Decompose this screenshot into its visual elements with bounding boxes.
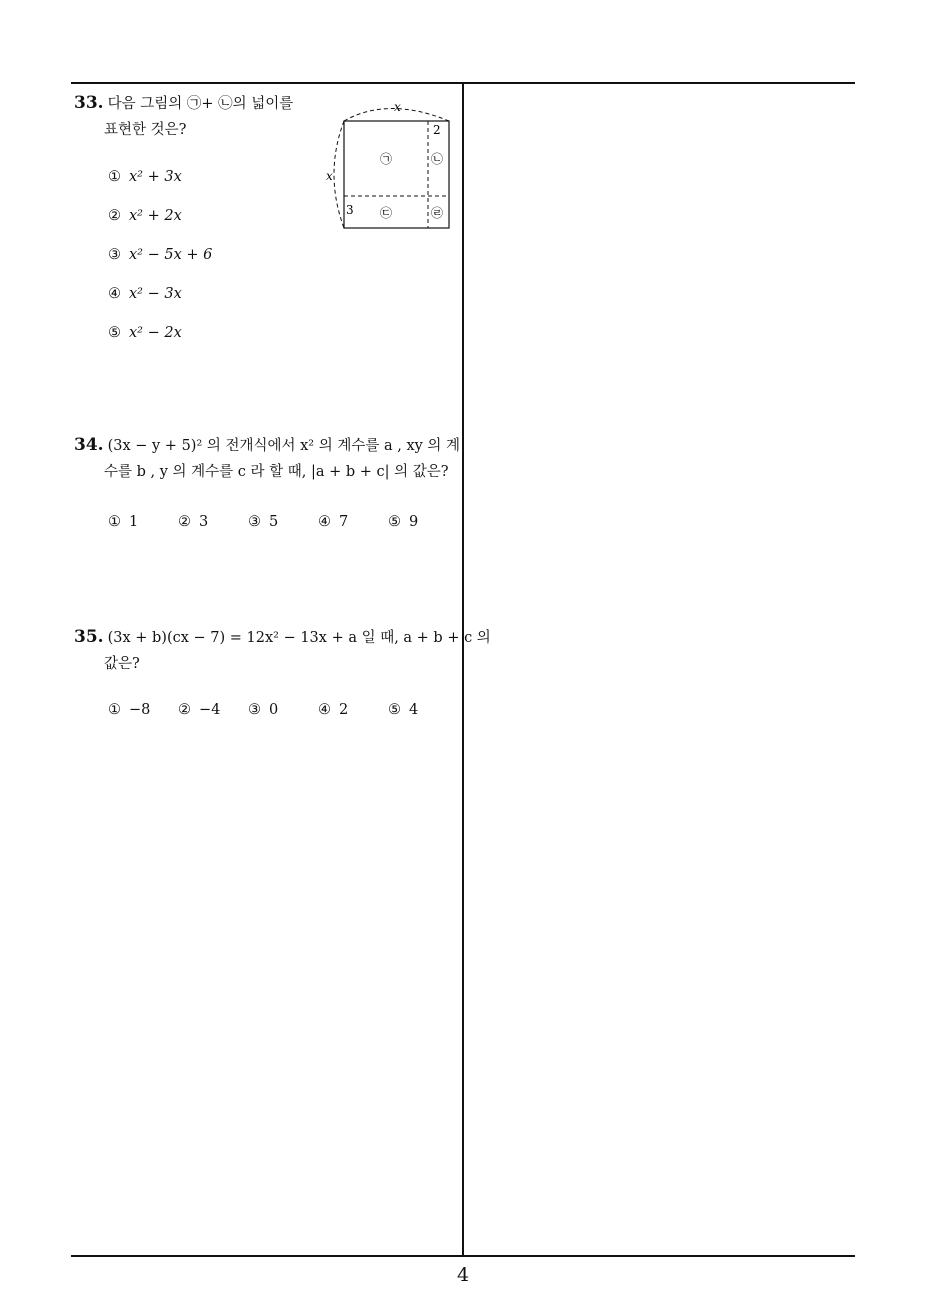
choice-text: x² − 5x + 6 xyxy=(129,247,213,263)
choice-35-1[interactable] xyxy=(108,702,150,718)
bottom-rule xyxy=(71,1255,855,1257)
choice-33-5[interactable] xyxy=(108,325,182,341)
question-number: 35. xyxy=(74,627,104,647)
choice-text: 9 xyxy=(409,514,419,530)
choice-34-4[interactable] xyxy=(318,514,348,530)
choice-text: −8 xyxy=(129,702,151,718)
region-d-label: ㉣ xyxy=(431,206,444,220)
choice-mark: ④ xyxy=(108,286,121,302)
choice-mark: ⑤ xyxy=(388,514,401,530)
question-text-line1: 다음 그림의 ㉠+ ㉡의 넓이를 xyxy=(107,96,294,112)
choice-35-3[interactable] xyxy=(248,702,278,718)
choice-mark: ⑤ xyxy=(108,325,121,341)
choice-33-4[interactable] xyxy=(108,286,182,302)
choice-34-5[interactable] xyxy=(388,514,418,530)
question-text-line2: 수를 b , y 의 계수를 c 라 할 때, |a + b + c| 의 값은? xyxy=(104,464,449,480)
choice-text: 2 xyxy=(339,702,349,718)
choice-mark: ⑤ xyxy=(388,702,401,718)
left-dimension-arc xyxy=(334,121,344,228)
choice-35-4[interactable] xyxy=(318,702,348,718)
choice-mark: ② xyxy=(178,514,191,530)
choice-text: 4 xyxy=(409,702,419,718)
choice-text: x² − 3x xyxy=(129,286,182,302)
choice-text: 7 xyxy=(339,514,349,530)
choice-33-1[interactable] xyxy=(108,169,182,185)
label-2: 2 xyxy=(433,123,441,137)
choice-34-2[interactable] xyxy=(178,514,208,530)
label-top-x: x xyxy=(394,100,401,114)
question-34 xyxy=(74,432,460,485)
question-number: 33. xyxy=(74,93,104,113)
choice-35-2[interactable] xyxy=(178,702,220,718)
region-a-label: ㉠ xyxy=(380,152,393,166)
question-35 xyxy=(74,624,491,677)
choice-text: 5 xyxy=(269,514,279,530)
choice-mark: ③ xyxy=(108,247,121,263)
choice-mark: ③ xyxy=(248,514,261,530)
choice-text: 3 xyxy=(199,514,209,530)
choice-text: 1 xyxy=(129,514,139,530)
choice-text: x² + 2x xyxy=(129,208,182,224)
choice-text: x² − 2x xyxy=(129,325,182,341)
choice-34-1[interactable] xyxy=(108,514,138,530)
choice-mark: ① xyxy=(108,702,121,718)
choice-text: x² + 3x xyxy=(129,169,182,185)
choice-34-3[interactable] xyxy=(248,514,278,530)
choice-mark: ② xyxy=(108,208,121,224)
question-text-line1: (3x − y + 5)² 의 전개식에서 x² 의 계수를 a , xy 의 계 xyxy=(107,438,461,454)
choice-33-2[interactable] xyxy=(108,208,182,224)
choice-mark: ① xyxy=(108,169,121,185)
choice-mark: ② xyxy=(178,702,191,718)
choice-mark: ① xyxy=(108,514,121,530)
choice-33-3[interactable] xyxy=(108,247,212,263)
question-text-line2: 표현한 것은? xyxy=(104,122,187,138)
choice-35-5[interactable] xyxy=(388,702,418,718)
choice-mark: ④ xyxy=(318,514,331,530)
question-33 xyxy=(74,90,293,143)
choice-mark: ③ xyxy=(248,702,261,718)
choice-text: −4 xyxy=(199,702,221,718)
label-3: 3 xyxy=(346,203,354,217)
question-text-line1: (3x + b)(cx − 7) = 12x² − 13x + a 일 때, a + b + c 의 xyxy=(107,630,491,646)
page-number: 4 xyxy=(456,1264,470,1286)
choice-text: 0 xyxy=(269,702,279,718)
question-number: 34. xyxy=(74,435,104,455)
region-b-label: ㉡ xyxy=(431,152,444,166)
choice-mark: ④ xyxy=(318,702,331,718)
label-left-x: x xyxy=(326,169,333,183)
question-text-line2: 값은? xyxy=(104,656,140,672)
area-figure xyxy=(318,96,458,232)
region-c-label: ㉢ xyxy=(380,206,393,220)
